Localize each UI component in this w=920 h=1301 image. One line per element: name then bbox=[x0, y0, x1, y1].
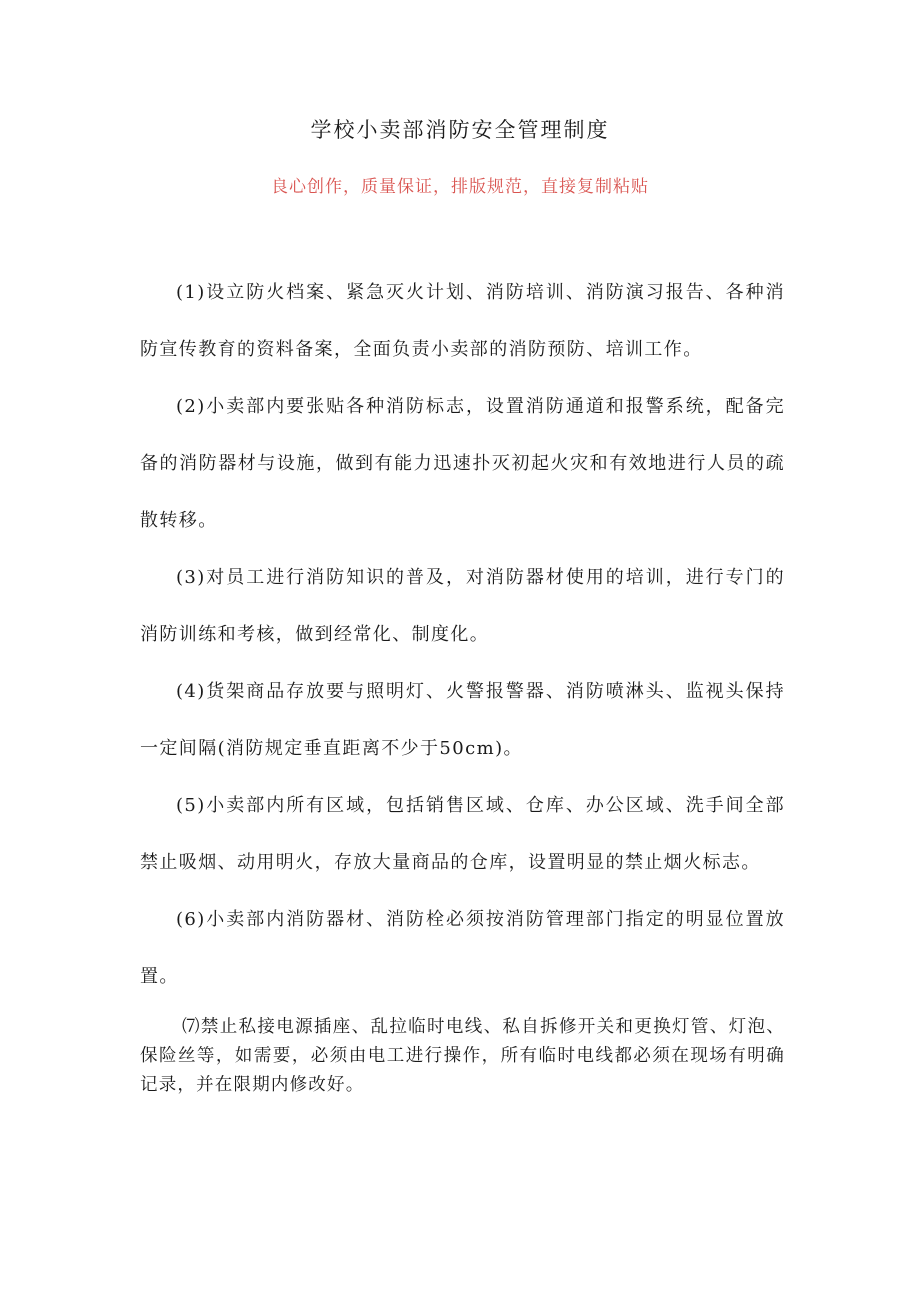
paragraph-5: (5)小卖部内所有区域，包括销售区域、仓库、办公区域、洗手间全部禁止吸烟、动用明火，存放大量商品的仓库，设置明显的禁止烟火标志。 bbox=[140, 795, 785, 873]
paragraph-2: (2)小卖部内要张贴各种消防标志，设置消防通道和报警系统，配备完备的消防器材与设施，做到有能力迅速扑灭初起火灾和有效地进行人员的疏散转移。 bbox=[140, 396, 785, 531]
paragraph-1: (1)设立防火档案、紧急灭火计划、消防培训、消防演习报告、各种消防宣传教育的资料备案，全面负责小卖部的消防预防、培训工作。 bbox=[140, 282, 785, 360]
paragraph-3: (3)对员工进行消防知识的普及，对消防器材使用的培训，进行专门的消防训练和考核，做到经常化、制度化。 bbox=[140, 567, 785, 645]
document-subtitle: 良心创作，质量保证，排版规范，直接复制粘贴 bbox=[271, 177, 649, 197]
paragraph-6: (6)小卖部内消防器材、消防栓必须按消防管理部门指定的明显位置放置。 bbox=[140, 909, 785, 987]
paragraph-4: (4)货架商品存放要与照明灯、火警报警器、消防喷淋头、监视头保持一定间隔(消防规定垂直距离不少于50cm)。 bbox=[140, 681, 785, 759]
paragraph-7: ⑺禁止私接电源插座、乱拉临时电线、私自拆修开关和更换灯管、灯泡、保险丝等，如需要，必须由电工进行操作，所有临时电线都必须在现场有明确记录，并在限期内修改好。 bbox=[140, 1017, 785, 1095]
document-body bbox=[140, 264, 785, 1100]
document-title: 学校小卖部消防安全管理制度 bbox=[310, 118, 610, 142]
